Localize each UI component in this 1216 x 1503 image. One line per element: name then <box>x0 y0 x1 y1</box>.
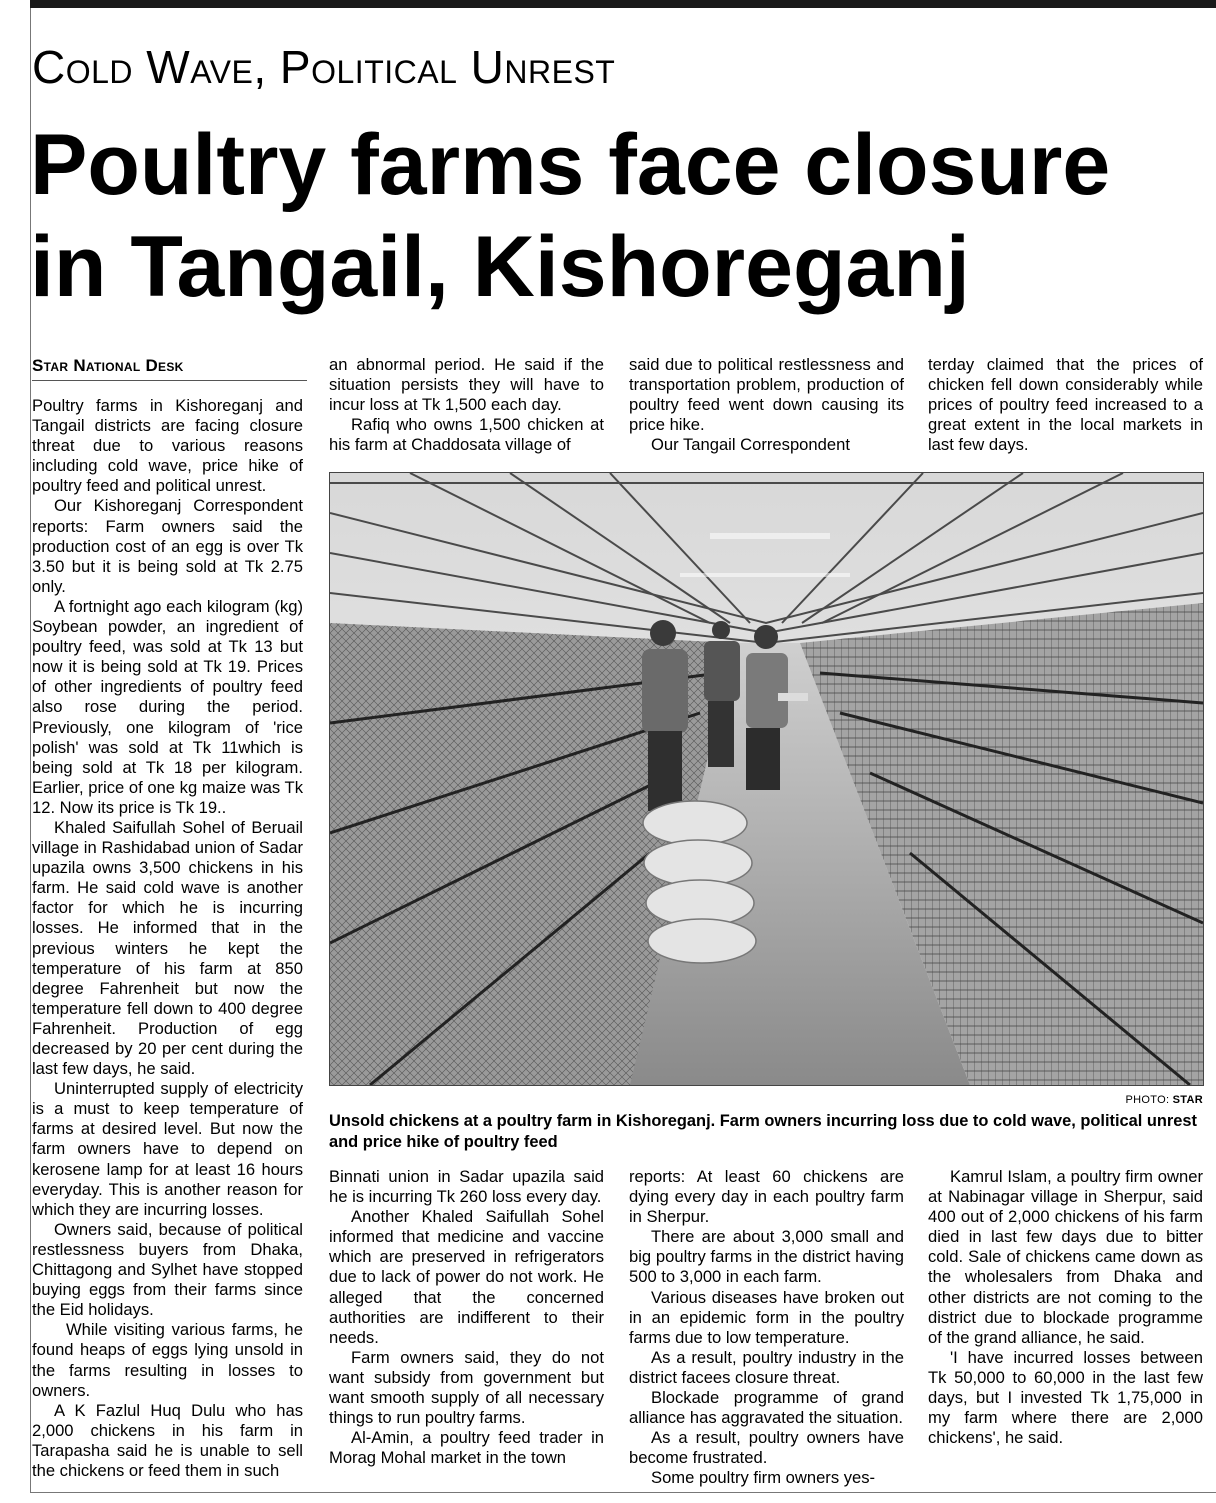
paragraph: Some poultry firm owners yes- <box>651 1468 876 1488</box>
paragraph: said due to political restlessness and transportation problem, production of poultry feed went down causing its price hike. <box>629 355 904 435</box>
article-column-1 <box>32 396 303 1481</box>
paragraph: Our Kishoreganj Correspondent reports: Farm owners said the production cost of an egg is over Tk 3.50 but it is being sold at Tk 2.75 only. <box>32 496 303 596</box>
photo-caption: Unsold chickens at a poultry farm in Kishoreganj. Farm owners incurring loss due to cold wave, political unrest and price hike of poultry feed <box>329 1112 1197 1151</box>
poultry-farm-illustration <box>330 473 1203 1085</box>
byline: Star National Desk <box>32 356 184 375</box>
photo-credit-prefix: PHOTO: <box>1125 1094 1170 1106</box>
paragraph: an abnormal period. He said if the situation persists they will have to incur loss at Tk 1,500 each day. <box>329 355 604 415</box>
top-rule <box>30 0 1216 8</box>
poultry-farm-photo <box>329 472 1204 1086</box>
article-column-2-bottom <box>329 1167 604 1468</box>
kicker: Cold Wave, Political Unrest <box>32 41 616 93</box>
paragraph: Blockade programme of grand alliance has aggravated the situation. <box>629 1388 904 1428</box>
paragraph: Our Tangail Correspondent <box>651 435 850 455</box>
headline: Poultry farms face closure in Tangail, Kishoreganj <box>30 117 1111 315</box>
paragraph: While visiting various farms, he found heaps of eggs lying unsold in the farms resulting in losses to owners. <box>32 1320 303 1400</box>
paragraph: As a result, poultry owners have become frustrated. <box>629 1428 904 1468</box>
paragraph: Owners said, because of political restlessness buyers from Dhaka, Chittagong and Sylhet have stopped buying eggs from their farms since the Eid holidays. <box>32 1219 303 1320</box>
photo-credit <box>1000 1094 1203 1106</box>
paragraph: Al-Amin, a poultry feed trader in Morag Mohal market in the town <box>329 1428 604 1468</box>
paragraph: Khaled Saifullah Sohel of Beruail village in Rashidabad union of Sadar upazila owns 3,500 chickens in his farm. He said cold wave is another factor for which he is incurring losses. He informed that in the previous winters he kept the temperature of his farm at 850 degree Fahrenheit but now the temperature fell down to 400 degree Fahrenheit. Production of egg decreased by 20 per cent during the last few days, he said. <box>32 817 303 1079</box>
paragraph: Various diseases have broken out in an epidemic form in the poultry farms due to low temperature. <box>629 1287 904 1347</box>
paragraph: As a result, poultry industry in the district facees closure threat. <box>629 1347 904 1387</box>
paragraph: reports: At least 60 chickens are dying every day in each poultry farm in Sherpur. <box>629 1167 904 1227</box>
article-column-2-top <box>329 355 604 455</box>
paragraph: Another Khaled Saifullah Sohel informed that medicine and vaccine which are preserved in refrigerators due to lack of power do not work. He alleged that the concerned authorities are indifferent to their needs. <box>329 1207 604 1347</box>
article-column-4-top <box>928 355 1203 455</box>
byline-rule <box>32 380 307 381</box>
paragraph: Farm owners said, they do not want subsidy from government but want smooth supply of all necessary things to run poultry farms. <box>329 1347 604 1428</box>
paragraph: Rafiq who owns 1,500 chicken at his farm at Chaddosata village of <box>329 415 604 455</box>
paragraph: 'I have incurred losses between Tk 50,000 to 60,000 in the last few days, but I invested Tk 1,75,000 in my farm where there are 2,000 chickens', he said. <box>928 1347 1203 1448</box>
paragraph: Poultry farms in Kishoreganj and Tangail districts are facing closure threat due to various reasons including cold wave, price hike of poultry feed and political unrest. <box>32 396 303 496</box>
photo-credit-name: STAR <box>1172 1094 1203 1106</box>
article-column-4-bottom <box>928 1167 1203 1448</box>
article-column-3-bottom <box>629 1167 904 1489</box>
paragraph: Kamrul Islam, a poultry firm owner at Nabinagar village in Sherpur, said 400 out of 2,000 chickens of his farm died in last few days due to bitter cold. Sale of chickens came down as the wholesalers from Dhaka and other districts are not coming to the district due to blockade programme of the grand alliance, he said. <box>928 1167 1203 1347</box>
bottom-border <box>30 1492 1216 1493</box>
paragraph: Binnati union in Sadar upazila said he is incurring Tk 260 loss every day. <box>329 1167 604 1207</box>
paragraph: A K Fazlul Huq Dulu who has 2,000 chickens in his farm in Tarapasha said he is unable to sell the chickens or feed them in such <box>32 1400 303 1480</box>
paragraph: A fortnight ago each kilogram (kg) Soybean powder, an ingredient of poultry feed, was sold at Tk 13 but now it is being sold at Tk 19. Prices of other ingredients of poultry feed also rose during the period. Previously, one kilogram of 'rice polish' was sold at Tk 11which is being sold at Tk 18 per kilogram. Earlier, price of one kg maize was Tk 12. Now its price is Tk 19.. <box>32 596 303 817</box>
paragraph: Uninterrupted supply of electricity is a must to keep temperature of farms at desired level. But now the farm owners have to depend on kerosene lamp for at least 16 hours everyday. This is another reason for which they are incurring losses. <box>32 1079 303 1219</box>
article-column-3-top <box>629 355 904 455</box>
paragraph: There are about 3,000 small and big poultry farms in the district having 500 to 3,000 in each farm. <box>629 1227 904 1287</box>
paragraph: terday claimed that the prices of chicken fell down considerably while prices of poultry feed increased to a great extent in the local markets in last few days. <box>928 355 1203 455</box>
